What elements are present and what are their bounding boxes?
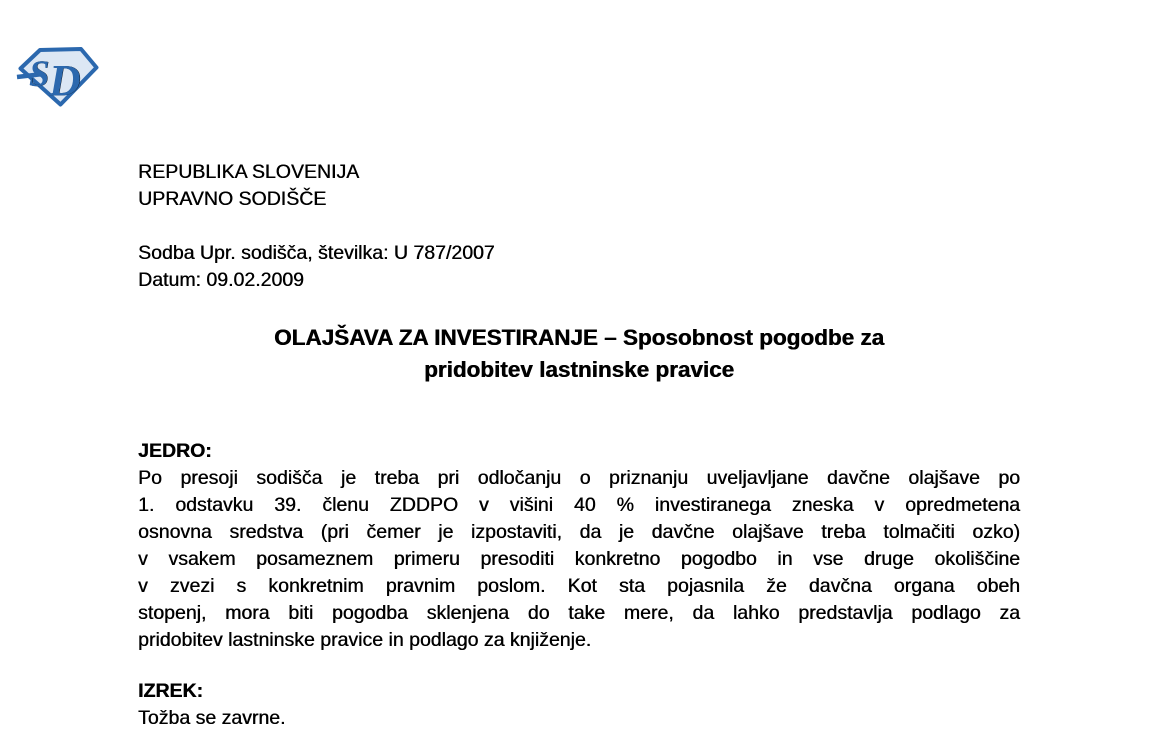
izrek-text: Tožba se zavrne. <box>138 707 286 729</box>
jedro-line-5: v zvezi s konkretnim pravnim poslom. Kot sta pojasnila že davčna organa obeh <box>138 575 1020 597</box>
jedro-line-7: pridobitev lastninske pravice in podlago za knjiženje. <box>138 629 592 651</box>
case-date: Datum: 09.02.2009 <box>138 269 304 291</box>
document-title-line1: OLAJŠAVA ZA INVESTIRANJE – Sposobnost pogodbe za <box>273 325 885 350</box>
izrek-section <box>138 678 1020 732</box>
document-title <box>138 322 1020 386</box>
jedro-line-1: Po presoji sodišča je treba pri odločanju o priznanju uveljavljane davčne olajšave po <box>138 467 1020 489</box>
jedro-line-4: v vsakem posameznem primeru presoditi konkretno pogodbo in vse druge okoliščine <box>138 548 1020 570</box>
sd-diamond-logo-icon <box>16 46 100 108</box>
izrek-heading: IZREK: <box>138 680 203 702</box>
court-name: UPRAVNO SODIŠČE <box>138 188 327 210</box>
jedro-section <box>138 438 1020 654</box>
sd-diamond-logo-svg <box>16 46 100 108</box>
jedro-line-6: stopenj, mora biti pogodba sklenjena do take mere, da lahko predstavlja podlago za <box>138 602 1020 624</box>
case-reference: Sodba Upr. sodišča, številka: U 787/2007 <box>138 242 495 264</box>
jedro-line-2: 1. odstavku 39. členu ZDDPO v višini 40 % investiranega zneska v opredmetena <box>138 494 1020 516</box>
document-title-line2: pridobitev lastninske pravice <box>423 357 735 382</box>
case-info <box>138 240 1020 294</box>
jedro-line-3: osnovna sredstva (pri čemer je izpostaviti, da je davčne olajšave treba tolmačiti ozko) <box>138 521 1020 543</box>
logo-letter-d: D <box>49 56 81 105</box>
jedro-heading: JEDRO: <box>138 440 212 462</box>
authority-header <box>138 159 1020 213</box>
country-name: REPUBLIKA SLOVENIJA <box>138 161 360 183</box>
logo-letter-s: S <box>29 54 50 95</box>
